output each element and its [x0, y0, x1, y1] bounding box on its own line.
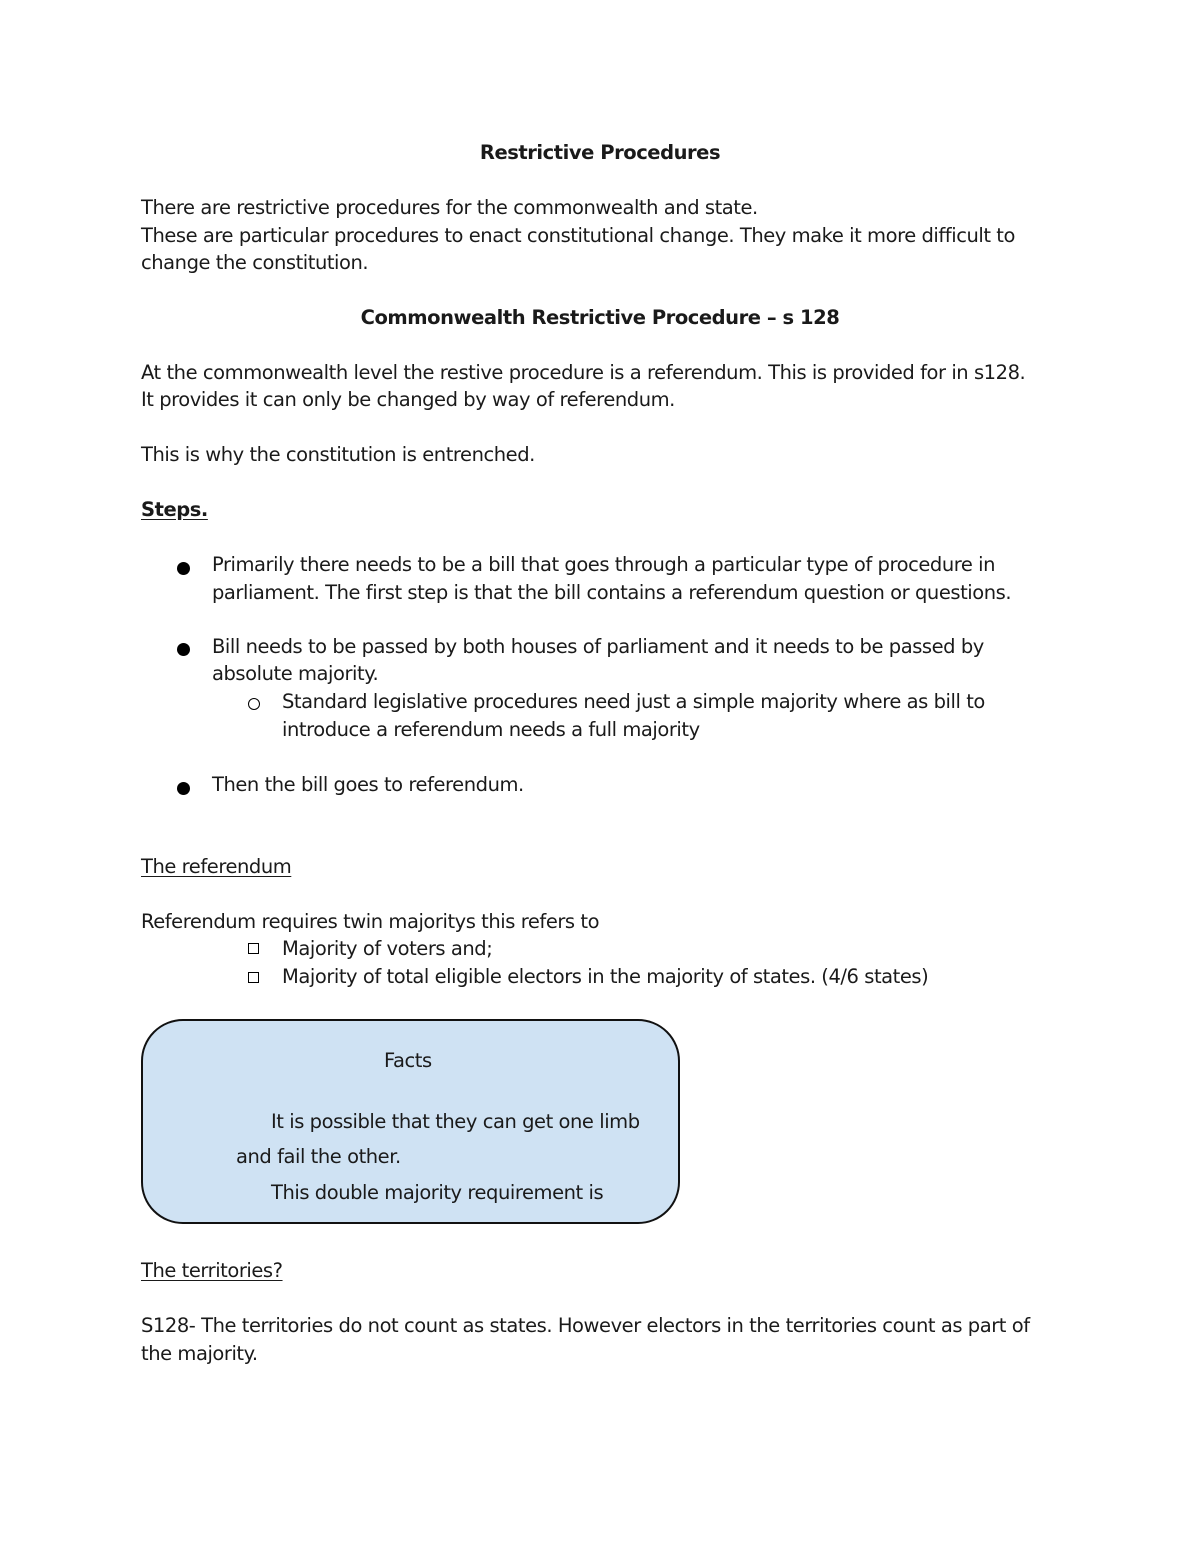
step-3-line-1: Then the bill goes to referendum.: [212, 773, 524, 796]
facts-line-2: and fail the other.: [236, 1145, 401, 1168]
referendum-intro: Referendum requires twin majoritys this refers to: [141, 910, 600, 933]
page-title: Restrictive Procedures: [479, 141, 721, 164]
bullet-circle-icon: [248, 698, 260, 710]
commonwealth-line-1: At the commonwealth level the restive procedure is a referendum. This is provided for in s128.: [141, 361, 1026, 384]
bullet-disc-icon: [177, 782, 190, 795]
intro-line-3: change the constitution.: [141, 251, 369, 274]
facts-line-1: It is possible that they can get one limb: [271, 1110, 640, 1133]
step-2-sub-line-1: Standard legislative procedures need just a simple majority where as bill to: [282, 690, 985, 713]
referendum-heading: The referendum: [141, 855, 292, 878]
bullet-disc-icon: [177, 562, 190, 575]
section-heading: Commonwealth Restrictive Procedure – s 128: [360, 306, 840, 329]
facts-line-3: This double majority requirement is: [271, 1181, 604, 1204]
checkbox-square-icon: [248, 972, 259, 983]
step-1-line-1: Primarily there needs to be a bill that goes through a particular type of procedure in: [212, 553, 996, 576]
step-2-line-2: absolute majority.: [212, 662, 379, 685]
intro-line-1: There are restrictive procedures for the commonwealth and state.: [141, 196, 758, 219]
step-2-line-1: Bill needs to be passed by both houses of parliament and it needs to be passed by: [212, 635, 984, 658]
referendum-item-1: Majority of voters and;: [282, 937, 493, 960]
territories-line-1: S128- The territories do not count as states. However electors in the territories count as part of: [141, 1314, 1030, 1337]
commonwealth-line-3: This is why the constitution is entrenched.: [141, 443, 535, 466]
commonwealth-line-2: It provides it can only be changed by way of referendum.: [141, 388, 675, 411]
checkbox-square-icon: [248, 943, 259, 954]
step-1-line-2: parliament. The first step is that the bill contains a referendum question or questions.: [212, 581, 1012, 604]
territories-line-2: the majority.: [141, 1342, 258, 1365]
bullet-disc-icon: [177, 643, 190, 656]
steps-heading: Steps.: [141, 498, 208, 521]
territories-heading: The territories?: [141, 1259, 283, 1282]
referendum-item-2: Majority of total eligible electors in the majority of states. (4/6 states): [282, 965, 929, 988]
facts-title: Facts: [384, 1049, 432, 1072]
intro-line-2: These are particular procedures to enact constitutional change. They make it more difficult to: [141, 224, 1015, 247]
step-2-sub-line-2: introduce a referendum needs a full majority: [282, 718, 700, 741]
